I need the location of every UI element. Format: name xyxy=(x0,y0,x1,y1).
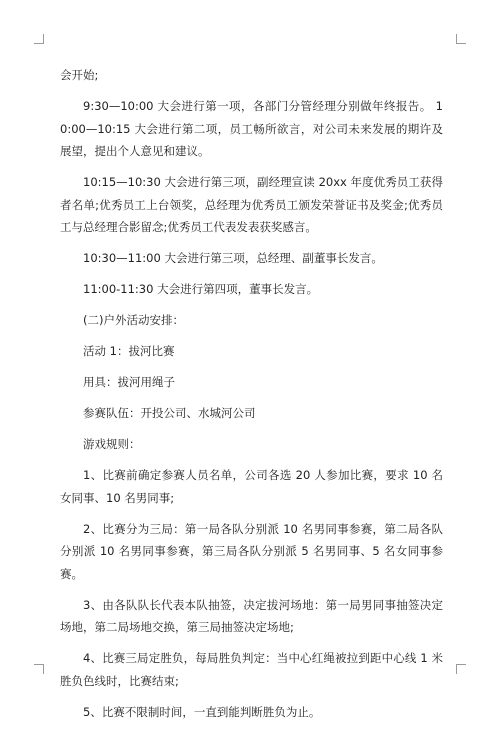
rules-heading: 游戏规则： xyxy=(83,437,141,451)
rule-item-4: 4、比赛三局定胜负，每局胜负判定：当中心红绳被拉到距中心线 1 米胜负色线时，比赛结束; xyxy=(60,651,443,688)
equipment-line: 用具：拔河用绳子 xyxy=(83,375,175,389)
rule-item-5: 5、比赛不限制时间，一直到能判断胜负为止。 xyxy=(83,704,321,719)
rule-item-1: 1、比赛前确定参赛人员名单，公司各选 20 人参加比赛，要求 10 名女同事、10 名男同事; xyxy=(60,468,443,505)
crop-mark-top-right xyxy=(456,34,466,44)
paragraph-schedule-item-2: 10:15—10:30 大会进行第三项，副经理宣读 20xx 年度优秀员工获得者名单;优秀员工上台领奖，总经理为优秀员工颁发荣誉证书及奖金;优秀员工与总经理合影留念;优秀员工代表发表获奖感言。 xyxy=(60,175,443,234)
paragraph-schedule-item-4: 11:00-11:30 大会进行第四项，董事长发言。 xyxy=(83,282,319,296)
document-body xyxy=(60,64,443,732)
crop-mark-bottom-left xyxy=(34,664,44,674)
crop-mark-bottom-right xyxy=(456,664,466,674)
paragraph-continuation: 会开始; xyxy=(60,68,99,82)
teams-line: 参赛队伍：开投公司、水城河公司 xyxy=(83,406,256,420)
paragraph-schedule-item-1: 9:30—10:00 大会进行第一项，各部门分管经理分别做年终报告。 10:00—10:15 大会进行第二项，员工畅所欲言，对公司未来发展的期许及展望，提出个人意见和建议。 xyxy=(60,99,443,158)
rule-item-3: 3、由各队队长代表本队抽签，决定拔河场地：第一局男同事抽签决定场地，第二局场地交换，第三局抽签决定场地; xyxy=(60,597,443,634)
crop-mark-top-left xyxy=(34,34,44,44)
activity-title: 活动 1：拔河比赛 xyxy=(83,344,175,358)
section-heading-outdoor: (二)户外活动安排： xyxy=(83,313,184,327)
paragraph-schedule-item-3: 10:30—11:00 大会进行第三项，总经理、副董事长发言。 xyxy=(83,251,383,265)
rule-item-2: 2、比赛分为三局：第一局各队分别派 10 名男同事参赛，第二局各队分别派 10 名男同事参赛，第三局各队分别派 5 名男同事、5 名女同事参赛。 xyxy=(60,521,443,581)
